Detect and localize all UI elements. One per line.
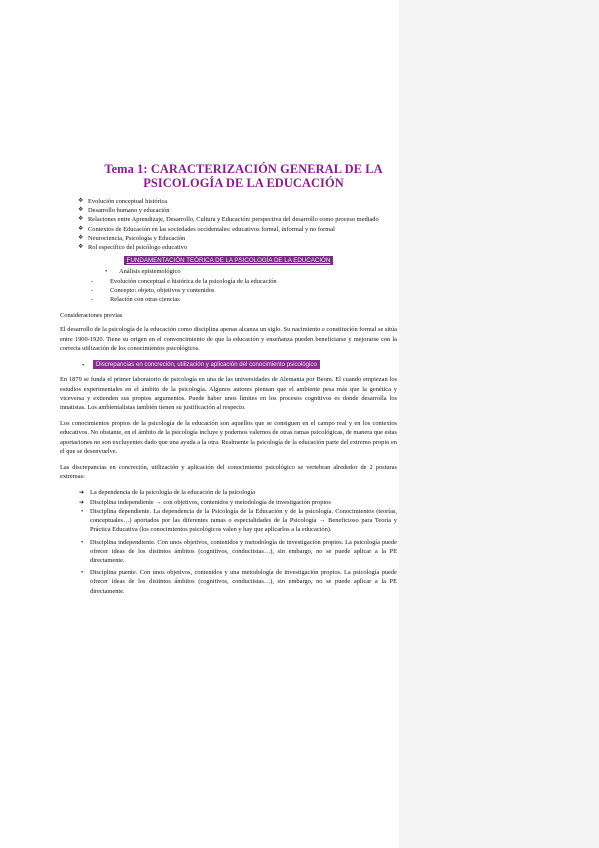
title-line-1: Tema 1: CARACTERIZACIÓN GENERAL DE LA (104, 162, 383, 176)
paragraph-intro: El desarrollo de la psicología de la educación como disciplina apenas alcanza un siglo. Su nacimiento e constitución formal se sitúa entre 1900-1920. Tiene su origen en el convencimiento de que la educación y enseñanza pueden beneficiarse y mejorarse con la correcta utilización de los conocimientos psicológicos. (60, 326, 397, 352)
arrow-right-icon: ➔ (79, 489, 85, 497)
index-item: ❖ Contextos de Educación en las sociedades occidentales: educativos formal, informal y no formal (78, 225, 335, 233)
section-banner: FUNDAMENTACIÓN TEÓRICA DE LA PSICOLOGÍA DE LA EDUCACIÓN (124, 256, 334, 265)
index-list (60, 197, 397, 252)
document-title (60, 162, 397, 190)
section-banner-wrap (60, 256, 397, 265)
position-item: ➔ La dependencia de la psicología de la educación de la psicología (79, 489, 256, 497)
index-item: ❖ Desarrollo humano y educación (78, 207, 170, 215)
title-line-2: PSICOLOGÍA DE LA EDUCACIÓN (143, 176, 344, 190)
round-bullet-icon: • (81, 507, 84, 515)
document-body (60, 162, 397, 599)
diamond-bullet-icon: ❖ (78, 244, 84, 251)
paragraph-knowledge: Los conocimientos propios de la psicología de la educación son aquellos que se consiguen en el campo real y en los contextos educativos. No obstante, en el ámbito de la psicología incluye y podemos valernos de otras ramas psicológicas, de manera que estas aportaciones no son excluyentes dado que una ayuda a la otra. Realmente la psicología de la educación parte del extremo propio en el que se desenvuelve. (60, 420, 398, 455)
diamond-bullet-icon: ❖ (78, 225, 84, 232)
subtopic-item: - Relación con otras ciencias (91, 296, 180, 304)
highlight-item (60, 360, 397, 369)
dash-bullet-icon: - (91, 277, 94, 285)
discipline-item: • Disciplina puente. Con unos objetivos, contenidos y una metodología de investigación propios. La psicología puede ofrecer ideas de los distintos ámbitos (cognitivos, conductistas…), sin embargo, no se puede aplicar a la PE directamente. (81, 569, 397, 595)
round-bullet-icon: • (81, 569, 84, 577)
subtopic-list (60, 267, 397, 304)
positions-list (60, 488, 397, 506)
paragraph-history: En 1879 se funda el primer laboratorio de psicología en una de las universidades de Alemania por Beom. El cuando empiezan los estudios experimentales en el ámbito de la psicología. Algunos autores piensan que el ambiente pesa más que la genética y viceversa y extienden sus propios argumentos. Puede haber unos límites en los procesos cognitivos es donde desarrolla los innatistas. Los ambientalistas también tienen su justificación al respecto. (60, 376, 397, 412)
paragraph-discrepancies: Las discrepancias en concreción, utilización y aplicación del conocimiento psicológico se vertebran alrededor de 2 posturas extremas: (60, 464, 397, 481)
subtopic-item: - Concepto: objeto, objetivos y contenidos (91, 286, 215, 294)
diamond-bullet-icon: ❖ (78, 198, 84, 204)
subtopic-item: • Análisis epistemológico (105, 268, 181, 276)
diamond-bullet-icon: ❖ (78, 207, 84, 214)
dash-bullet-icon: - (91, 296, 94, 304)
round-bullet-icon: • (105, 268, 108, 276)
round-bullet-icon: • (81, 538, 84, 546)
index-item: ❖ Neurociencia, Psicología y Educación (78, 234, 186, 242)
position-item: ➔ Disciplina independiente → con objetivos, contenidos y metodología de investigación propios (79, 498, 331, 506)
arrow-right-icon: ➔ (79, 498, 85, 506)
dash-bullet-icon: - (91, 286, 94, 294)
diamond-bullet-icon: ❖ (78, 234, 84, 241)
round-bullet-icon: • (82, 362, 85, 370)
section-heading: Consideraciones previas (60, 312, 123, 320)
discipline-item: • Disciplina dependiente. La dependencia de la Psicología de la Educación y de la psicología. Conocimientos (teorías, conceptuales…) aportados por las diferentes ramas o especialidades de la Psicología → Beneficioso para Teoría y Práctica Educativa (los conocimientos psicológicos valen y hay que aplicarlos a la educación). (81, 507, 397, 534)
subtopic-item: - Evolución conceptual e histórica de la psicología de la educación (91, 277, 277, 285)
index-item: ❖ Relaciones entre Aprendizaje, Desarrollo, Cultura y Educación: perspectiva del desarrollo como proceso mediado (78, 216, 379, 224)
comment-pane (399, 0, 599, 848)
discipline-list (60, 507, 397, 596)
diamond-bullet-icon: ❖ (78, 216, 84, 223)
highlighted-text: Discrepancias en concreción, utilización y aplicación del conocimiento psicológico (93, 360, 320, 369)
index-item: ❖ Evolución conceptual histórica (78, 198, 168, 205)
discipline-item: • Disciplina independiente. Con unos objetivos, contenidos y metodología de investigación propios. La psicología puede ofrecer ideas de los distintos ámbitos (cognitivos, conductistas…), sin embargo, no se puede aplicar a la PE directamente. (81, 538, 397, 564)
index-item: ❖ Rol específico del psicólogo educativo (78, 244, 188, 252)
